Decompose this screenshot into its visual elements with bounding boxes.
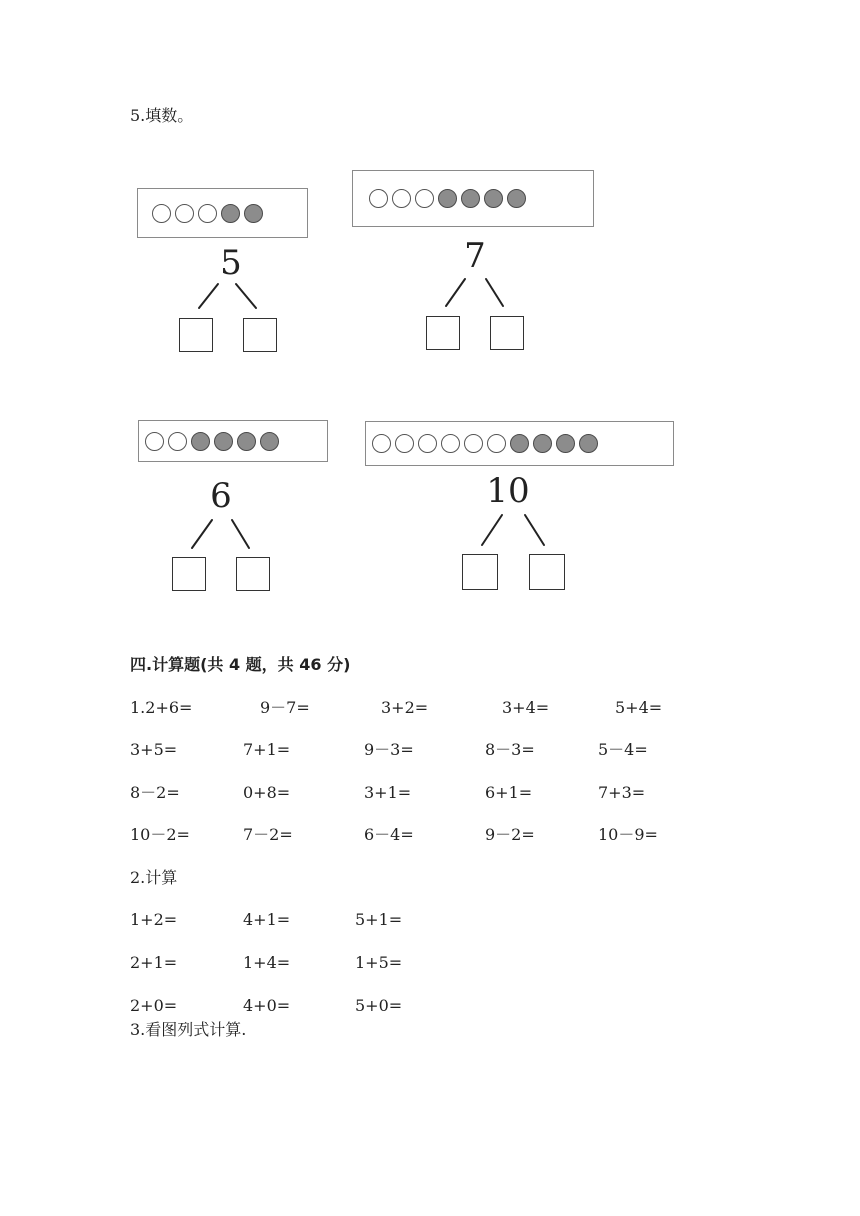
equation: 9－3= [364,740,414,759]
equation: 8－3= [485,740,535,759]
equation: 3+2= [381,698,429,717]
equation: 6+1= [485,783,533,802]
bond-number: 7 [464,236,486,276]
q3-title: 3.看图列式计算. [130,1020,247,1039]
connector-line [482,515,502,545]
equation: 1.2+6= [130,698,193,717]
equation: 10－9= [598,825,658,844]
section-4-heading: 四.计算题(共 4 题，共 46 分) [130,655,351,674]
bond-number: 5 [220,243,242,283]
connector-line [236,284,256,308]
bond-number: 6 [210,476,232,516]
equation: 3+4= [502,698,550,717]
connector-line [199,284,218,308]
equation: 7+1= [243,740,291,759]
equation: 4+0= [243,996,291,1015]
equation: 1+2= [130,910,178,929]
equation: 7+3= [598,783,646,802]
equation: 10－2= [130,825,190,844]
equation: 8－2= [130,783,180,802]
equation: 3+5= [130,740,178,759]
equation: 5+1= [355,910,403,929]
bond-number: 10 [486,471,530,511]
connector-line [192,520,212,548]
section-5-title: 5.填数。 [130,106,194,125]
equation: 3+1= [364,783,412,802]
equation: 0+8= [243,783,291,802]
q2-title: 2.计算 [130,868,178,887]
equation: 1+5= [355,953,403,972]
equation: 1+4= [243,953,291,972]
connector-line [232,520,249,548]
equation: 5+0= [355,996,403,1015]
connector-line [525,515,544,545]
equation: 7－2= [243,825,293,844]
equation: 9－2= [485,825,535,844]
equation: 2+0= [130,996,178,1015]
equation: 4+1= [243,910,291,929]
equation: 9－7= [260,698,310,717]
connector-line [486,279,503,306]
equation: 5+4= [615,698,663,717]
equation: 5－4= [598,740,648,759]
connector-line [446,279,465,306]
equation: 2+1= [130,953,178,972]
equation: 6－4= [364,825,414,844]
